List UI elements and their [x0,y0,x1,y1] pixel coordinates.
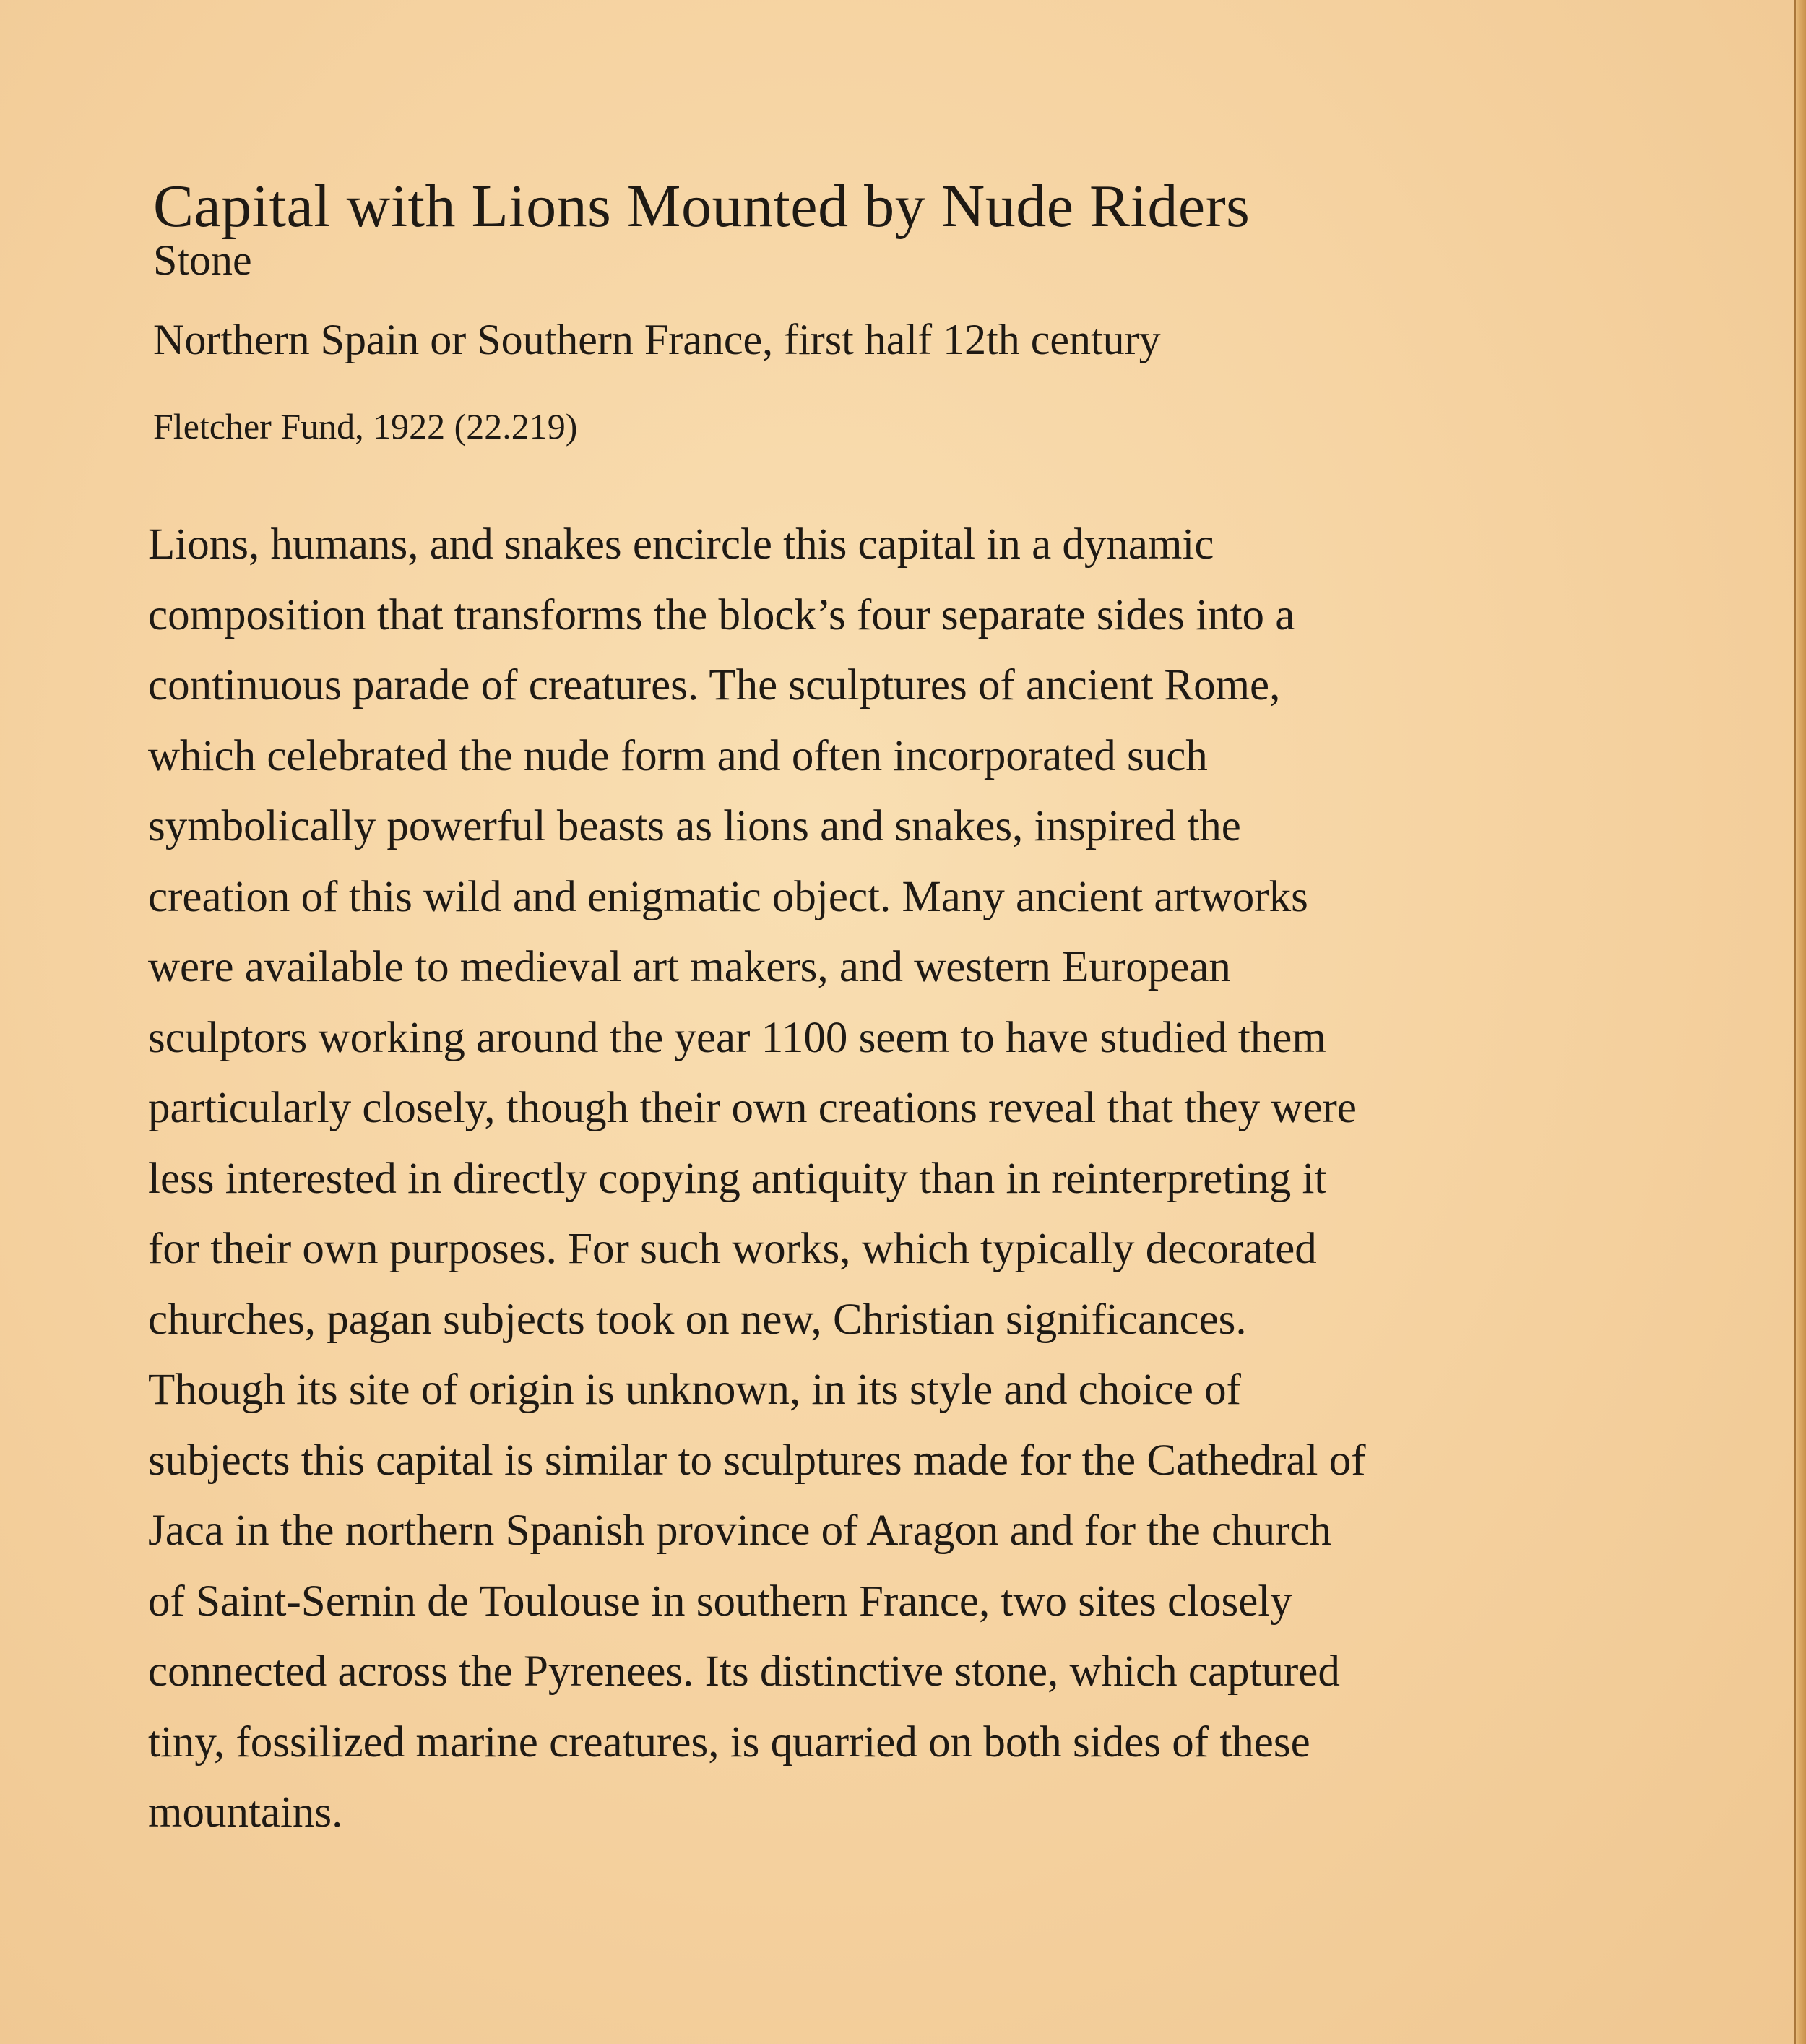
description-line: composition that transforms the block’s four separate sides into a [148,590,1295,639]
description-line: continuous parade of creatures. The sculptures of ancient Rome, [148,661,1281,710]
credit-line: Fletcher Fund, 1922 (22.219) [153,406,578,447]
artwork-medium: Stone [153,236,252,284]
description-line: sculptors working around the year 1100 seem to have studied them [148,1013,1326,1062]
description-line: less interested in directly copying antiquity than in reinterpreting it [148,1154,1327,1203]
description-line: which celebrated the nude form and often incorporated such [148,731,1208,780]
description-line: subjects this capital is similar to sculptures made for the Cathedral of [148,1436,1366,1485]
description-line: particularly closely, though their own creations reveal that they were [148,1084,1357,1132]
description-line: Though its site of origin is unknown, in its style and choice of [148,1366,1241,1414]
description-line: Jaca in the northern Spanish province of Aragon and for the church [148,1506,1332,1555]
card-edge [1794,0,1806,2044]
description-line: mountains. [148,1788,343,1837]
description-line: were available to medieval art makers, and western European [148,943,1231,991]
description-line: churches, pagan subjects took on new, Christian significances. [148,1295,1247,1344]
description-line: Lions, humans, and snakes encircle this capital in a dynamic [148,520,1214,569]
description-line: of Saint-Sernin de Toulouse in southern France, two sites closely [148,1577,1292,1626]
description-line: symbolically powerful beasts as lions and snakes, inspired the [148,802,1241,850]
description-line: creation of this wild and enigmatic object. Many ancient artworks [148,872,1308,921]
description-line: for their own purposes. For such works, which typically decorated [148,1225,1317,1273]
artwork-title: Capital with Lions Mounted by Nude Riders [153,173,1250,241]
description-text [148,509,1737,1848]
description-line: tiny, fossilized marine creatures, is quarried on both sides of these [148,1717,1310,1767]
artwork-origin-date: Northern Spain or Southern France, first half 12th century [153,316,1161,363]
description-line: connected across the Pyrenees. Its distinctive stone, which captured [148,1647,1340,1696]
